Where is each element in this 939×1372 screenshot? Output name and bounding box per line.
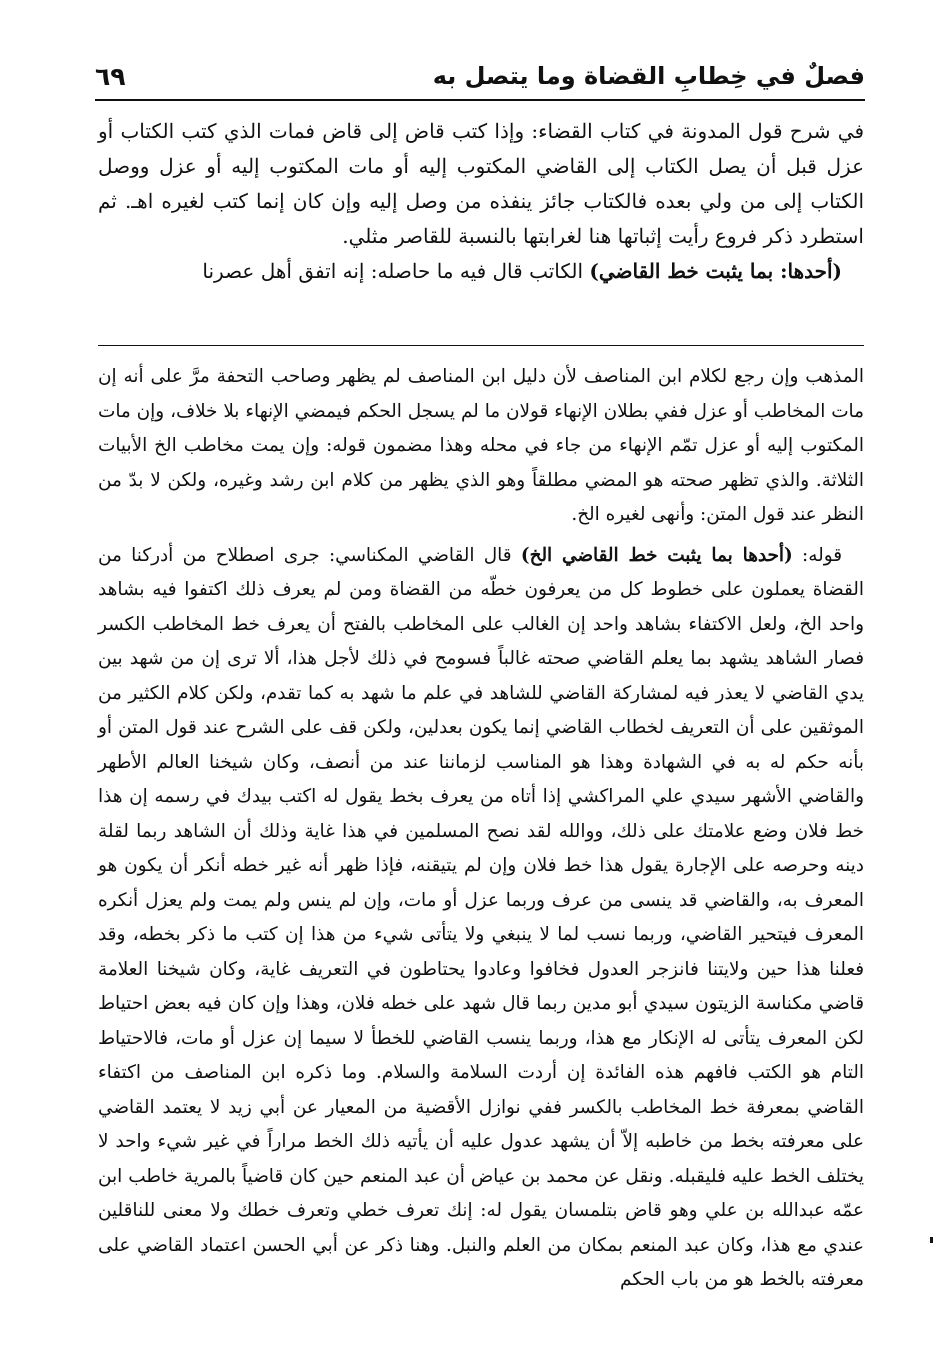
notes-paragraph: المذهب وإن رجع لكلام ابن المناصف لأن دليل ابن المناصف لم يظهر وصاحب التحفة مرَّ على أنه إن مات المخاطب أو عزل ففي بطلان الإنهاء قولان ما لم يسجل الحكم فيمضي الإنهاء بلا خلاف، وإن مات المكتوب إليه أو عزل تمّم الإنهاء من جاء في محله وهذا مضمون قوله: وإن يمت مخاطب الخ الأبيات الثلاثة. والذي تظهر صحته هو المضي مطلقاً وهو الذي يظهر من كلام ابن رشد وغيره، ولكن لا بدّ من النظر عند قول المتن: وأنهى لغيره الخ. [98,366,864,525]
margin-mark [930,1237,933,1243]
notes-paragraph-text: قال القاضي المكناسي: جرى اصطلاح من أدركنا من القضاة يعملون على خطوط كل من يعرفون خطّه من القضاة ومن لم يعرف ذلك اكتفوا فيه بشاهد واحد الخ، ولعل الاكتفاء بشاهد واحد إن الغالب على المخاطب بالفتح أن يعرف خط المخاطب الكسر فصار الشاهد يشهد بما يعلم القاضي صحته غالباً فسومح في ذلك لأجل هذا، ألا ترى إن من شهد بين يدي القاضي لا يعذر فيه لمشاركة القاضي للشاهد في علم ما شهد به كما تقدم، ولكن كلام الكثير من الموثقين على أن التعريف لخطاب القاضي إنما يكون بعدلين، ولكن قف على الشرح عند قول المتن أو بأنه حكم له به في الشهادة وهذا هو المناسب لزماننا عند من أنصف، وكان شيخنا العالم الأطهر والقاضي الأشهر سيدي علي المراكشي إذا أتاه من يعرف بخط يقول له اكتب بيدك في رسمه إن هذا خط فلان وضع علامتك على ذلك، ووالله لقد نصح المسلمين في هذا غاية وذلك أن الشاهد ربما لقلة دينه وحرصه على الإجارة يقول هذا خط فلان وإن لم يتيقنه، فإذا ظهر أنه غير خطه أنكر أن يكون هو المعرف به، والقاضي قد ينسى من عرف وربما عزل أو مات، وإن لم ينس ولم يمت ولم يعزل أنكره المعرف فيتحير القاضي، وربما نسب لما لا ينبغي ولا يتأتى شيء من هذا إن كتب ما ذكر بخطه، وقد فعلنا هذا حين ولايتنا فانزجر العدول فخافوا وعادوا يحتاطون في التعريف غاية، وكان شيخنا العلامة قاضي مكناسة الزيتون سيدي أبو مدين ربما قال شهد على خطه فلان، وهذا وإن كان فيه بعض احتياط لكن المعرف يتأتى له الإنكار مع هذا، وربما ينسب القاضي للخطأ لا سيما إن عزل أو مات، فالاحتياط التام هو الكتب فافهم هذه الفائدة إن أردت السلامة والسلام. وما ذكره ابن المناصف من اكتفاء القاضي بمعرفة خط المخاطب بالكسر ففي نوازل الأقضية من المعيار عن أبي زيد لا يعتمد القاضي على معرفته بخط من خاطبه إلاّ أن يشهد عدول عليه أن يأتيه ذلك الخط مراراً في غير شيء واحد لا يختلف الخط عليه فليقبله. ونقل عن محمد بن عياض أن عبد المنعم حين كان قاضياً بالمرية خاطب ابن عمّه عبدالله بن علي وهو قاض بتلمسان يقول له: إنك تعرف خطي وتعرف خطك ولا معنى للناقلين عندي مع هذا، وكان عبد المنعم بمكان من العلم والنبل. وهنا ذكر عن أبي الحسن اعتماد القاضي على معرفته بالخط هو من باب الحكم [98,544,864,1290]
main-text [98,114,864,289]
notes-paragraph-quoted [98,539,864,1298]
running-title: فصلٌ في خِطابِ القضاة وما يتصل به [432,62,865,90]
notes-lead: قوله: [792,544,843,566]
commentary-notes [98,360,864,1298]
footnote-rule [98,345,864,346]
page-number: ٦٩ [95,61,126,91]
header-rule [95,99,865,101]
section-heading: (أحدها: بما يثبت خط القاضي) [589,259,842,283]
main-paragraph-heading [98,254,864,289]
page-header [95,56,865,96]
main-paragraph-text: الكاتب قال فيه ما حاصله: إنه اتفق أهل عصرنا [202,259,590,283]
notes-heading: (أحدها بما يثبت خط القاضي الخ) [520,544,793,566]
main-paragraph: في شرح قول المدونة في كتاب القضاء: وإذا كتب قاض إلى قاض فمات الذي كتب الكتاب أو عزل قبل أن يصل الكتاب إلى القاضي المكتوب إليه أو مات المكتوب إليه أو عزل ووصل الكتاب إلى من ولي بعده فالكتاب جائز ينفذه من وصل إليه وإن كان إنما كتب لغيره اهـ. ثم استطرد ذكر فروع رأيت إثباتها هنا لغرابتها بالنسبة للقاصر مثلي. [98,119,864,248]
